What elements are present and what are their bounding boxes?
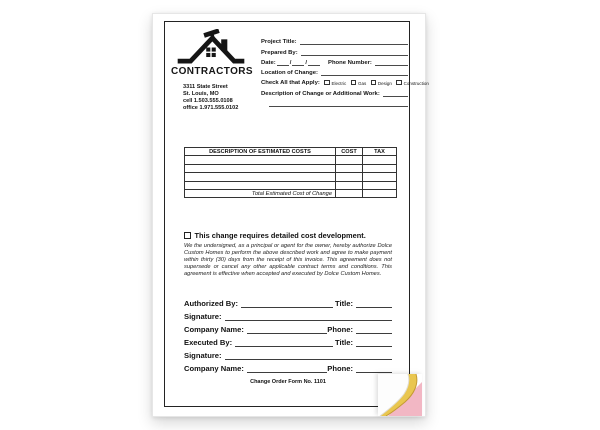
cost-column-header: COST — [336, 148, 363, 156]
phone-number-line — [375, 63, 408, 66]
title-line — [356, 344, 392, 347]
executed-by-label: Executed By: — [184, 338, 233, 347]
company-name-label: Company Name: — [184, 325, 244, 334]
description-cell — [185, 156, 336, 164]
table-total-row — [185, 189, 397, 197]
address-line: St. Louis, MO — [183, 91, 219, 97]
check-all-label: Check All that Apply: — [261, 80, 320, 87]
checkbox-construction-label: Construction — [403, 81, 429, 87]
company-name-line — [247, 370, 327, 373]
address-line: 3311 State Street — [183, 84, 228, 90]
authorized-by-label: Authorized By: — [184, 299, 238, 308]
cost-cell — [336, 156, 363, 164]
date-month-line — [277, 63, 289, 66]
estimated-costs-table — [184, 147, 397, 198]
project-title-row — [261, 35, 408, 45]
checkbox-construction — [396, 80, 402, 86]
location-of-change-label: Location of Change: — [261, 70, 318, 77]
project-title-label: Project Title: — [261, 39, 297, 46]
total-estimated-cost-label: Total Estimated Cost of Change — [185, 189, 336, 197]
prepared-by-line — [301, 53, 408, 56]
signature-line — [225, 357, 392, 360]
title-label: Title: — [334, 338, 353, 347]
signature-row — [184, 308, 392, 321]
date-day-line — [292, 63, 304, 66]
date-slash: / — [305, 59, 308, 66]
description-cell — [185, 164, 336, 172]
tax-cell — [363, 181, 397, 189]
title-line — [356, 305, 392, 308]
checkbox-gas-label: Gas — [357, 81, 367, 87]
signature-label: Signature: — [184, 351, 222, 360]
address-line: office 1.971.555.0102 — [183, 105, 239, 111]
signature-block — [184, 295, 392, 373]
table-row — [185, 173, 397, 181]
cost-development-label: This change requires detailed cost development. — [194, 231, 366, 240]
executed-by-row — [184, 334, 392, 347]
title-label: Title: — [334, 299, 353, 308]
phone-line — [356, 370, 392, 373]
date-year-line — [308, 63, 320, 66]
tax-cell — [363, 156, 397, 164]
description-continuation-row — [261, 97, 408, 107]
date-label: Date: — [261, 59, 276, 66]
prepared-by-label: Prepared By: — [261, 49, 298, 56]
company-name-line — [247, 331, 327, 334]
location-of-change-line — [321, 73, 408, 76]
contractors-house-hammer-logo-icon — [177, 29, 245, 66]
brand-name: CONTRACTORS — [171, 66, 253, 77]
table-row — [185, 156, 397, 164]
address-line: cell 1.503.555.0108 — [183, 98, 233, 104]
table-row — [185, 164, 397, 172]
cost-development-statement — [184, 231, 393, 240]
signature-line — [225, 318, 392, 321]
cost-cell — [336, 164, 363, 172]
phone-line — [356, 331, 392, 334]
checkbox-electric-label: Electric — [331, 81, 347, 87]
date-phone-row — [261, 56, 408, 66]
company-address-block — [183, 84, 238, 112]
checkbox-cost-development — [184, 232, 191, 239]
cost-cell — [336, 173, 363, 181]
location-of-change-row — [261, 66, 408, 76]
description-of-change-line — [383, 94, 408, 97]
phone-label: Phone: — [327, 364, 353, 373]
authorized-by-row — [184, 295, 392, 308]
authorized-by-line — [241, 305, 333, 308]
description-continuation-line — [269, 104, 408, 107]
company-name-row — [184, 321, 392, 334]
terms-paragraph: We the undersigned, as a principal or agent for the owner, hereby authorize Dolce Custom Homes to perform the above described work and agree to make payment within thirty (30) days from the receipt of this invoice. This agreement does not supersede or cancel any other applicable contract terms and conditions. This agreement is effective when accepted and executed by Dolce Custom Homes. — [184, 243, 392, 278]
form-number-footer: Change Order Form No. 1101 — [250, 379, 326, 385]
checkbox-electric — [324, 80, 330, 86]
description-cell — [185, 173, 336, 181]
check-all-row — [261, 76, 429, 87]
carbonless-copies-corner — [378, 374, 422, 416]
tax-cell — [363, 164, 397, 172]
phone-number-label: Phone Number: — [328, 59, 372, 66]
checkbox-design — [371, 80, 377, 86]
total-tax-cell — [363, 189, 397, 197]
prepared-by-row — [261, 45, 408, 55]
tax-cell — [363, 173, 397, 181]
signature-label: Signature: — [184, 312, 222, 321]
company-name-row — [184, 360, 392, 373]
header-fields — [261, 35, 429, 107]
change-order-form-page — [152, 13, 429, 417]
company-name-label: Company Name: — [184, 364, 244, 373]
description-of-change-label: Description of Change or Additional Work: — [261, 90, 380, 97]
table-row — [185, 181, 397, 189]
checkbox-gas — [351, 80, 357, 86]
date-slash: / — [289, 59, 292, 66]
signature-row — [184, 347, 392, 360]
project-title-line — [300, 42, 408, 45]
description-column-header: DESCRIPTION OF ESTIMATED COSTS — [185, 148, 336, 156]
description-of-change-row — [261, 86, 408, 96]
table-header-row — [185, 148, 397, 156]
total-cost-cell — [336, 189, 363, 197]
executed-by-line — [235, 344, 333, 347]
cost-cell — [336, 181, 363, 189]
checkbox-design-label: Design — [377, 81, 392, 87]
description-cell — [185, 181, 336, 189]
tax-column-header: TAX — [363, 148, 397, 156]
phone-label: Phone: — [327, 325, 353, 334]
